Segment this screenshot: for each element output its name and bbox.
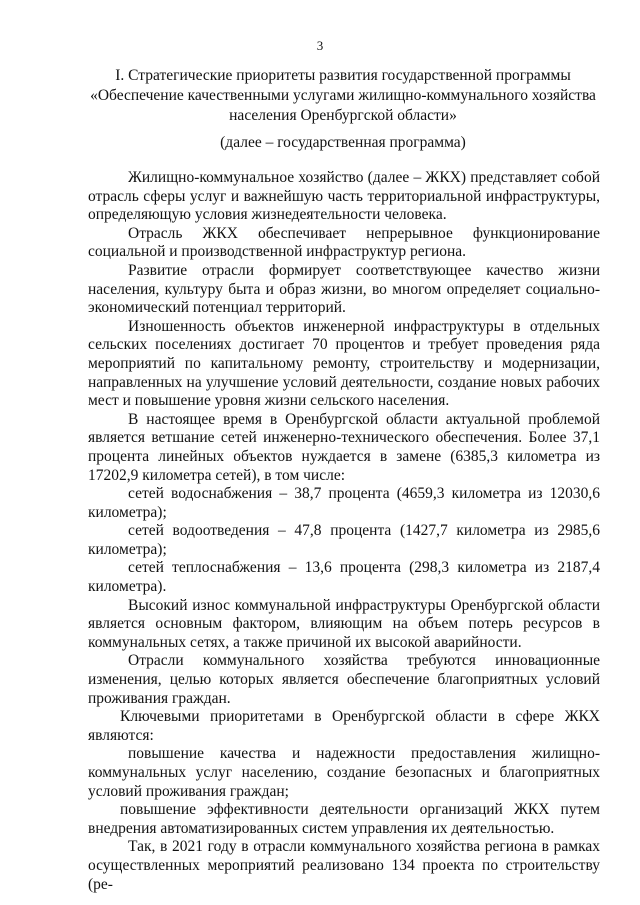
heading-line-1: I. Стратегические приоритеты развития государственной программы <box>115 67 571 84</box>
list-item: повышение качества и надежности предоставления жилищно-коммунальных услуг населению, создание безопасных и благоприятных условий проживания граждан; <box>88 745 600 800</box>
paragraph: Высокий износ коммунальной инфраструктуры Оренбургской области является основным фактором, влияющим на объем потерь ресурсов в коммунальных сетях, а также причиной их высокой аварийности. <box>88 596 600 651</box>
list-item: сетей теплоснабжения – 13,6 процента (298,3 километра из 2187,4 километра). <box>88 559 600 596</box>
list-item: сетей водоснабжения – 38,7 процента (4659,3 километра из 12030,6 километра); <box>88 485 600 521</box>
paragraph: Отрасль ЖКХ обеспечивает непрерывное функционирование социальной и производственной инфраструктур региона. <box>88 224 600 261</box>
paragraph: Жилищно-коммунальное хозяйство (далее – ЖКХ) представляет собой отрасль сферы услуг и важнейшую часть территориальной инфраструктуры, определяющую условия жизнедеятельности человека. <box>88 169 600 224</box>
list-item: повышение эффективности деятельности организаций ЖКХ путем внедрения автоматизированных систем управления их деятельностью. <box>88 801 600 837</box>
paragraph: В настоящее время в Оренбургской области актуальной проблемой является ветшание сетей инженерно-технического обеспечения. Более 37,1 процента линейных объектов нуждается в замене (6385,3 километра из 17202,9 километра сетей), в том числе: <box>88 410 600 484</box>
heading-line-3: населения Оренбургской области» <box>229 107 457 124</box>
list-item: сетей водоотведения – 47,8 процента (1427,7 километра из 2985,6 километра); <box>88 522 600 558</box>
page-number: 3 <box>316 38 324 53</box>
body-text <box>88 169 600 894</box>
paragraph: Ключевыми приоритетами в Оренбургской области в сфере ЖКХ являются: <box>88 708 600 744</box>
paragraph: Изношенность объектов инженерной инфраструктуры в отдельных сельских поселениях достигает 70 процентов и требует проведения ряда мероприятий по капитальному ремонту, строительству и модернизации, направленных на улучшение условий деятельности, создание новых рабочих мест и повышение уровня жизни сельского населения. <box>88 317 600 410</box>
heading-line-2: «Обеспечение качественными услугами жилищно-коммунального хозяйства <box>90 87 596 104</box>
paragraph: Так, в 2021 году в отрасли коммунального хозяйства региона в рамках осуществленных мероприятий реализовано 134 проекта по строительству (ре- <box>88 838 600 893</box>
section-subheading: (далее – государственная программа) <box>220 134 466 151</box>
section-heading <box>88 66 598 126</box>
paragraph: Развитие отрасли формирует соответствующее качество жизни населения, культуру быта и образ жизни, во многом определяет социально-экономический потенциал территорий. <box>88 261 600 317</box>
paragraph: Отрасли коммунального хозяйства требуются инновационные изменения, целью которых является обеспечение благоприятных условий проживания граждан. <box>88 652 600 707</box>
